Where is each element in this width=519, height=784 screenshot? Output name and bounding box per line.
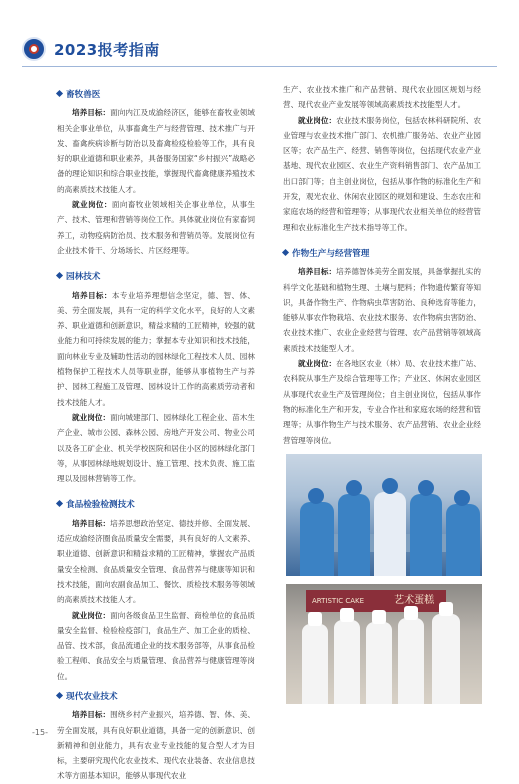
header-divider: [22, 66, 497, 67]
paragraph: 培养目标：面向内江及成渝经济区，能够在畜牧业领域相关企事业单位，从事畜禽生产与经营管理、技术推广与开发、畜禽疾病诊断与防治以及畜禽检疫检验等工作，具有良好的职业道德和职业素养，具备服务国家“乡村振兴”战略必备的理论知识和综合职业技能，掌握现代畜禽健康养殖技术的高素质技术技能人才。: [57, 108, 256, 194]
section-heading: 畜牧兽医: [57, 88, 255, 103]
page-title: 2023报考指南: [54, 40, 160, 59]
photo-banner: ARTISTIC CAKE 艺术蛋糕: [306, 590, 446, 612]
paragraph: 培养目标：培养德智体美劳全面发展，具备掌握扎实的科学文化基础和植物生理、土壤与肥料；作物遗传繁育等知识，具备作物生产、作物病虫草害防治、良种选育等能力，能够从事农作物栽培、农业技术服务、农作物病虫害防治、农业技术推广、农业企业经营与管理、农产品营销等领域高素质技术技能型人才。: [283, 267, 482, 353]
page-number: -15-: [32, 728, 48, 737]
paragraph: 就业岗位：面向各级食品卫生监督、商检单位的食品质量安全监督、检验检疫部门，食品生产、加工企业的质检、品管、技术部，食品流通企业的技术服务部等，从事食品检验工程师、食品安全与质量管理、食品营养与健康管理等岗位。: [57, 610, 256, 681]
paragraph: 培养目标：培养思想政治坚定、德技并修、全面发展、适应成渝经济圈食品质量安全需要，具有良好的人文素养、职业道德、创新意识和精益求精的工匠精神，掌握农产品质量安全检测、食品质量安全管理、食品营养与健康等知识和技术技能，面向农副食品加工、餐饮、质检技术服务等领域的高素质技术技能人才。: [57, 518, 256, 605]
artistic-cake-photo: [286, 584, 482, 704]
diamond-icon: [56, 692, 63, 699]
section-heading: 现代农业技术: [57, 690, 255, 705]
section-heading: 食品检验检测技术: [57, 498, 255, 513]
paragraph: 培养目标：本专业培养理想信念坚定，德、智、体、美、劳全面发展，具有一定的科学文化水平，良好的人文素养、职业道德和创新意识，精益求精的工匠精神，较强的就业能力和可持续发展的能力；掌握本专业知识和技术技能，面向林业专业及辅助性活动的园林绿化工程技术人员、园林植物保护工程技术人员等职业群，能够从事植物生产与养护、园林工程施工及管理、园林设计工作的高素质劳动者和技术技能人才。: [57, 290, 256, 407]
diamond-icon: [56, 272, 63, 279]
paragraph: 就业岗位：面向畜牧业领域相关企事业单位，从事生产、技术、管理和营销等岗位工作。具体就业岗位有家畜饲养工，动物疫病防治员、技术服务和营销员等。发展岗位有企业技术骨干、分场场长、片区经理等。: [57, 200, 256, 255]
right-column: [283, 82, 481, 448]
diamond-icon: [282, 249, 289, 256]
left-column: [57, 82, 255, 784]
diamond-icon: [56, 90, 63, 97]
paragraph: 培养目标：围绕乡村产业振兴，培养德、智、体、美、劳全面发展，具有良好职业道德，具备一定的创新意识、创新精神和创业能力，具有农业专业技能的复合型人才为目标，主要研究现代化农业技术、现代农业装备、农业信息技术等方面基本知识，能够从事现代农业: [57, 710, 256, 781]
paragraph: 就业岗位：在各地区农业（林）局、农业技术推广站、农科院从事生产及综合管理等工作；产业区、休闲农业园区从事现代农业生产及管理岗位；自主创业岗位，包括从事作物的标准化生产和开发，专业合作社和家庭农场的经营和管理等；从事作物生产与技术服务、农产品营销、农业企业经营管理等岗位。: [283, 359, 482, 445]
section-heading: 作物生产与经营管理: [283, 247, 481, 262]
section-heading: 园林技术: [57, 270, 255, 285]
paragraph: 生产、农业技术推广和产品营销、现代农业园区规划与经营、现代农业产业发展等领域高素质技术技能型人才。: [283, 85, 481, 110]
paragraph: 就业岗位：面向城建部门、园林绿化工程企业、苗木生产企业、城市公园、森林公园、房地产开发公司、物业公司以及各工矿企业、机关学校医院和居住小区的园林绿化部门等，从事园林绿地规划设计、施工管理、技术负责、施工监理以及园林营销等工作。: [57, 412, 256, 484]
diamond-icon: [56, 500, 63, 507]
paragraph: 就业岗位：农业技术服务岗位，包括农林科研院所、农业管理与农业技术推广部门、农机推广服务站、农业产业园区等；农产品生产、经营、销售等岗位，包括现代农业产业基地、现代农业园区、农业生产资料销售部门、农产品加工出口部门等；自主创业岗位，包括从事作物的标准化生产和开发，观光农业、休闲农业园区的规划和建设、生态农庄和家庭农场的经营和管理等；从事现代农业相关单位的经营管理和农业标准化生产技术指导等工作。: [283, 115, 482, 232]
lab-surgery-photo: [286, 454, 482, 576]
school-logo-icon: [22, 37, 46, 61]
page-header: [22, 36, 160, 62]
